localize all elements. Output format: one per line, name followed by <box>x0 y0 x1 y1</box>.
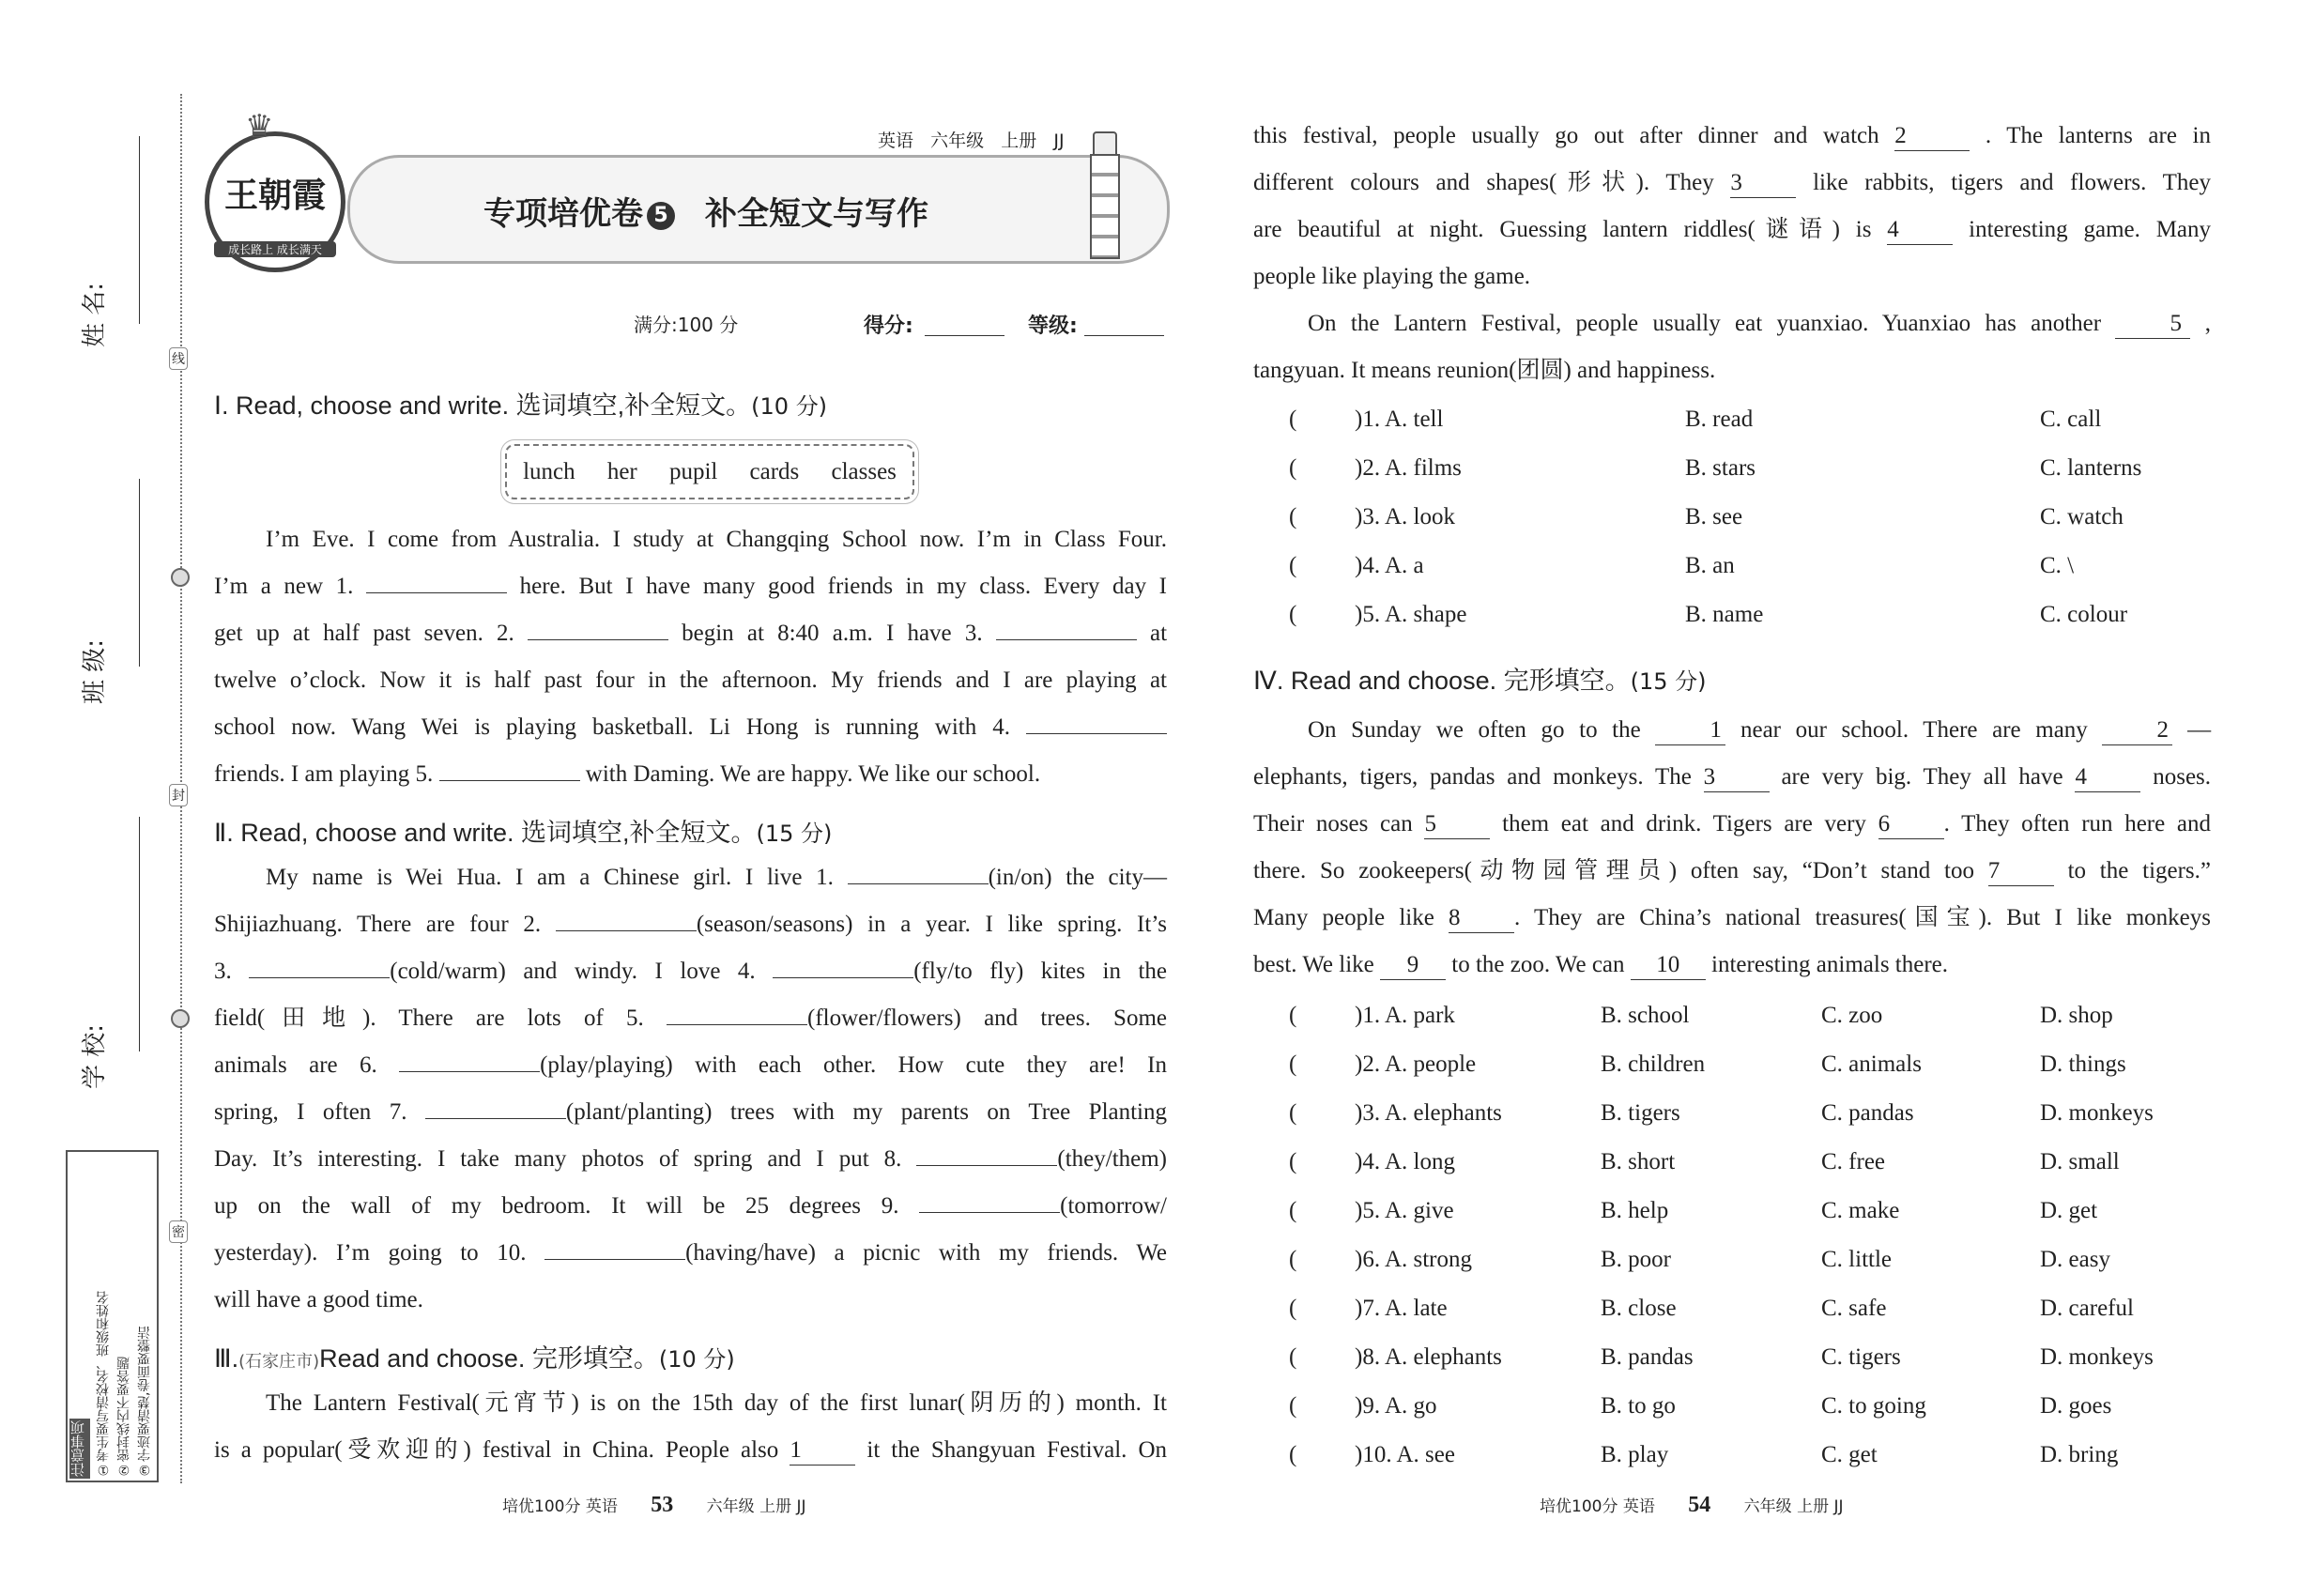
passage-line: up on the wall of my bedroom. It will be 25 degrees 9. (tomorrow/ <box>214 1183 1167 1230</box>
title-main: 补全短文与写作 <box>705 195 928 233</box>
option-c: C. make <box>1821 1198 1900 1223</box>
cloze-blank[interactable]: 5 <box>1424 810 1490 839</box>
passage-line: Shijiazhuang. There are four 2. (season/seasons) in a year. I like spring. It’s <box>214 901 1167 948</box>
section-2-passage <box>214 854 1167 1324</box>
school-field[interactable] <box>139 817 140 1051</box>
passage-line: Day. It’s interesting. I take many photos of spring and I put 8. (they/them) <box>214 1136 1167 1183</box>
logo-text: 王朝霞 <box>223 176 326 215</box>
word-bank-item: cards <box>749 458 800 484</box>
cloze-blank[interactable]: 4 <box>1887 216 1953 245</box>
page-number: 54 <box>1688 1493 1711 1517</box>
answer-blank[interactable] <box>667 996 807 1025</box>
option-b: B. pandas <box>1601 1344 1694 1370</box>
answer-paren[interactable]: ( <box>1289 455 1297 481</box>
question-row <box>1253 1288 2211 1337</box>
notice-1: ①考生要写清校名、班级和姓名 <box>96 1291 111 1477</box>
option-d: D. small <box>2040 1149 2120 1174</box>
logo-sub: 成长路上 成长满天 <box>214 241 336 257</box>
option-c: C. animals <box>1821 1051 1922 1077</box>
option-a: )1. A. park <box>1355 1003 1455 1028</box>
passage-line: 3. (cold/warm) and windy. I love 4. (fly/to fly) kites in the <box>214 948 1167 995</box>
answer-paren[interactable]: ( <box>1289 407 1297 432</box>
section-3-title: Ⅲ.(石家庄市)Read and choose. 完形填空。(10 分) <box>214 1344 735 1373</box>
passage-line: I’m a new 1. here. But I have many good friends in my class. Every day I <box>214 563 1167 610</box>
option-c: C. to going <box>1821 1393 1926 1419</box>
footer-left: 培优100分 英语 53 六年级 上册 JJ <box>502 1493 806 1517</box>
word-bank-item: her <box>606 458 637 484</box>
notice-3: ③字迹要清楚,卷面要整洁 <box>137 1326 152 1477</box>
punch-hole-icon <box>171 568 190 587</box>
question-row <box>1253 1435 2211 1483</box>
section-4-questions <box>1253 995 2211 1483</box>
name-field[interactable] <box>139 136 140 324</box>
option-a: )3. A. elephants <box>1355 1100 1502 1126</box>
question-row <box>1253 448 2211 497</box>
option-b: B. read <box>1685 407 1754 432</box>
cloze-blank[interactable]: 1 <box>790 1436 855 1466</box>
section-4-passage <box>1253 707 2211 989</box>
answer-blank[interactable] <box>425 1090 566 1119</box>
cloze-blank[interactable]: 3 <box>1704 763 1770 792</box>
subject-line <box>878 127 1065 152</box>
answer-blank[interactable] <box>848 855 989 884</box>
answer-paren[interactable]: ( <box>1289 553 1297 578</box>
passage-line: On the Lantern Festival, people usually eat yuanxiao. Yuanxiao has another 5 , <box>1253 300 2211 347</box>
option-b: B. children <box>1601 1051 1706 1077</box>
option-d: D. monkeys <box>2040 1344 2154 1370</box>
option-b: B. see <box>1685 504 1743 529</box>
option-d: D. goes <box>2040 1393 2112 1419</box>
section-4-title: Ⅳ. Read and choose. 完形填空。(15 分) <box>1253 667 1707 695</box>
edition: JJ <box>1053 130 1065 151</box>
cloze-blank[interactable]: 10 <box>1631 951 1706 980</box>
option-b: B. help <box>1601 1198 1669 1223</box>
score-field[interactable] <box>925 335 1004 336</box>
logo-crown-icon: ♛ <box>245 108 274 146</box>
passage-line: animals are 6. (play/playing) with each other. How cute they are! In <box>214 1042 1167 1089</box>
answer-blank[interactable] <box>919 1184 1060 1213</box>
option-c: C. pandas <box>1821 1100 1914 1126</box>
section-3-questions <box>1253 399 2211 643</box>
title-number-badge: 5 <box>647 202 675 230</box>
question-row <box>1253 1190 2211 1239</box>
option-a: )7. A. late <box>1355 1296 1448 1321</box>
option-d: D. careful <box>2040 1296 2134 1321</box>
option-c: C. watch <box>2040 504 2124 529</box>
word-bank-item: pupil <box>668 458 718 484</box>
passage-line: school now. Wang Wei is playing basketball. Li Hong is running with 4. <box>214 704 1167 751</box>
passage-line: are beautiful at night. Guessing lantern riddles(谜语) is 4 interesting game. Many <box>1253 207 2211 253</box>
option-b: B. school <box>1601 1003 1690 1028</box>
passage-line: spring, I often 7. (plant/planting) trees with my parents on Tree Planting <box>214 1089 1167 1136</box>
class-label: 班 级: <box>81 638 109 704</box>
option-a: )10. A. see <box>1355 1442 1455 1467</box>
option-b: B. play <box>1601 1442 1669 1467</box>
answer-paren[interactable]: ( <box>1289 602 1297 627</box>
question-row <box>1253 1386 2211 1435</box>
title-prefix: 专项培优卷 <box>483 195 643 233</box>
option-d: D. monkeys <box>2040 1100 2154 1126</box>
passage-line: there. So zookeepers(动物园管理员) often say, “Don’t stand too 7 to the tigers.” <box>1253 848 2211 895</box>
passage-line: field(田地). There are lots of 5. (flower/flowers) and trees. Some <box>214 995 1167 1042</box>
passage-line: best. We like 9 to the zoo. We can 10 interesting animals there. <box>1253 942 2211 989</box>
passage-line: get up at half past seven. 2. begin at 8:40 a.m. I have 3. at <box>214 610 1167 657</box>
cut-mark: 线 <box>169 347 188 370</box>
section-3-passage-left <box>214 1380 1167 1474</box>
option-c: C. tigers <box>1821 1344 1901 1370</box>
answer-blank[interactable] <box>1026 705 1167 734</box>
name-label: 姓 名: <box>81 282 109 347</box>
option-b: B. stars <box>1685 455 1756 481</box>
option-c: C. call <box>2040 407 2102 432</box>
notice-title: 注意事项 <box>69 1419 90 1479</box>
subject: 英语 <box>878 130 914 151</box>
grade-label: 等级: <box>1028 315 1078 338</box>
answer-blank[interactable] <box>773 949 913 978</box>
question-row <box>1253 1142 2211 1190</box>
question-row <box>1253 545 2211 594</box>
option-c: C. get <box>1821 1442 1878 1467</box>
passage-line: yesterday). I’m going to 10. (having/have) a picnic with my friends. We <box>214 1230 1167 1277</box>
answer-paren[interactable]: ( <box>1289 1100 1297 1126</box>
answer-paren[interactable]: ( <box>1289 504 1297 529</box>
passage-line: will have a good time. <box>214 1287 423 1312</box>
word-bank <box>505 444 914 499</box>
answer-paren[interactable]: ( <box>1289 1149 1297 1174</box>
section-1-title: Ⅰ. Read, choose and write. 选词填空,补全短文。(10 分) <box>214 391 828 420</box>
option-a: )4. A. long <box>1355 1149 1455 1174</box>
section-1-passage <box>214 516 1167 798</box>
question-row <box>1253 1093 2211 1142</box>
answer-blank[interactable] <box>439 752 580 781</box>
word-bank-item: classes <box>831 458 897 484</box>
page-title <box>483 188 928 234</box>
answer-blank[interactable] <box>556 902 697 931</box>
cut-mark: 封 <box>169 784 188 806</box>
notice-2: ②密封线内不要答题 <box>116 1357 131 1477</box>
option-a: )9. A. go <box>1355 1393 1437 1419</box>
binding-margin <box>56 94 188 1502</box>
answer-paren[interactable]: ( <box>1289 1198 1297 1223</box>
option-d: D. bring <box>2040 1442 2119 1467</box>
option-b: B. to go <box>1601 1393 1676 1419</box>
answer-paren[interactable]: ( <box>1289 1393 1297 1419</box>
score-label: 得分: <box>864 315 913 338</box>
answer-paren[interactable]: ( <box>1289 1442 1297 1467</box>
cloze-blank[interactable]: 8 <box>1449 904 1514 933</box>
volume: 上册 <box>1001 130 1037 151</box>
cut-mark: 密 <box>169 1220 188 1243</box>
passage-line: elephants, tigers, pandas and monkeys. The 3 are very big. They all have 4 noses. <box>1253 754 2211 801</box>
option-d: D. get <box>2040 1198 2098 1223</box>
answer-paren[interactable]: ( <box>1289 1296 1297 1321</box>
cloze-blank[interactable]: 6 <box>1878 810 1944 839</box>
answer-blank[interactable] <box>249 949 390 978</box>
option-a: )5. A. give <box>1355 1198 1454 1223</box>
option-a: )4. A. a <box>1355 553 1424 578</box>
passage-line: On Sunday we often go to the 1 near our school. There are many 2 — <box>1253 707 2211 754</box>
answer-blank[interactable] <box>528 611 668 640</box>
punch-hole-icon <box>171 1009 190 1028</box>
option-c: C. colour <box>2040 602 2128 627</box>
option-d: D. shop <box>2040 1003 2113 1028</box>
option-b: B. an <box>1685 553 1735 578</box>
answer-blank[interactable] <box>996 611 1137 640</box>
question-row <box>1253 995 2211 1044</box>
passage-line: is a popular(受欢迎的) festival in China. People also 1 it the Shangyuan Festival. On <box>214 1427 1167 1474</box>
school-label: 学 校: <box>81 1023 109 1089</box>
passage-line: tangyuan. It means reunion(团圆) and happiness. <box>1253 358 1716 383</box>
passage-line: friends. I am playing 5. with Daming. We are happy. We like our school. <box>214 751 1167 798</box>
passage-line: twelve o’clock. Now it is half past four in the afternoon. My friends and I are playing at <box>214 668 1167 693</box>
option-c: C. \ <box>2040 553 2075 578</box>
option-b: B. name <box>1685 602 1764 627</box>
passage-line: I’m Eve. I come from Australia. I study at Changqing School now. I’m in Class Four. <box>266 527 1167 552</box>
passage-line: this festival, people usually go out after dinner and watch 2 . The lanterns are in <box>1253 113 2211 160</box>
passage-line: The Lantern Festival(元宵节) is on the 15th day of the first lunar(阴历的) month. It <box>266 1390 1167 1416</box>
answer-paren[interactable]: ( <box>1289 1003 1297 1028</box>
option-a: )2. A. films <box>1355 455 1462 481</box>
option-b: B. poor <box>1601 1247 1671 1272</box>
cloze-blank[interactable]: 4 <box>2075 763 2140 792</box>
logo-badge <box>205 108 345 272</box>
passage-line: people like playing the game. <box>1253 264 1531 289</box>
option-c: C. free <box>1821 1149 1886 1174</box>
passage-line: different colours and shapes(形状). They 3 like rabbits, tigers and flowers. They <box>1253 160 2211 207</box>
word-bank-item: lunch <box>523 458 575 484</box>
class-field[interactable] <box>139 479 140 667</box>
answer-blank[interactable] <box>366 564 507 593</box>
full-score: 满分:100 分 <box>634 314 739 336</box>
passage-line: Their noses can 5 them eat and drink. Tigers are very 6 . They often run here and <box>1253 801 2211 848</box>
cloze-blank[interactable]: 7 <box>1988 857 2054 886</box>
grade-field[interactable] <box>1084 335 1164 336</box>
question-row <box>1253 1337 2211 1386</box>
option-a: )6. A. strong <box>1355 1247 1472 1272</box>
section-3-passage-right <box>1253 113 2211 394</box>
answer-paren[interactable]: ( <box>1289 1344 1297 1370</box>
option-c: C. zoo <box>1821 1003 1883 1028</box>
question-row <box>1253 399 2211 448</box>
option-c: C. lanterns <box>2040 455 2142 481</box>
answer-paren[interactable]: ( <box>1289 1247 1297 1272</box>
cloze-blank[interactable]: 3 <box>1730 169 1796 198</box>
question-row <box>1253 1044 2211 1093</box>
option-c: C. little <box>1821 1247 1892 1272</box>
option-d: D. things <box>2040 1051 2126 1077</box>
cloze-blank[interactable]: 1 <box>1655 716 1725 745</box>
question-row <box>1253 497 2211 545</box>
option-a: )5. A. shape <box>1355 602 1467 627</box>
section-2-title: Ⅱ. Read, choose and write. 选词填空,补全短文。(15 分) <box>214 819 833 847</box>
question-row <box>1253 1239 2211 1288</box>
cloze-blank[interactable]: 2 <box>2102 716 2172 745</box>
option-a: )1. A. tell <box>1355 407 1444 432</box>
lighthouse-icon <box>1087 131 1119 255</box>
answer-blank[interactable] <box>916 1137 1057 1166</box>
option-b: B. close <box>1601 1296 1677 1321</box>
question-row <box>1253 594 2211 643</box>
notice-box <box>66 1150 159 1482</box>
answer-blank[interactable] <box>399 1043 540 1072</box>
footer-right: 培优100分 英语 54 六年级 上册 JJ <box>1540 1493 1844 1517</box>
passage-line: Many people like 8 . They are China’s national treasures(国宝). But I like monkeys <box>1253 895 2211 942</box>
option-a: )2. A. people <box>1355 1051 1477 1077</box>
answer-paren[interactable]: ( <box>1289 1051 1297 1077</box>
grade: 六年级 <box>930 130 985 151</box>
option-b: B. short <box>1601 1149 1676 1174</box>
option-b: B. tigers <box>1601 1100 1680 1126</box>
option-c: C. safe <box>1821 1296 1887 1321</box>
answer-blank[interactable] <box>544 1231 685 1260</box>
option-a: )3. A. look <box>1355 504 1455 529</box>
passage-line: My name is Wei Hua. I am a Chinese girl. I live 1. (in/on) the city— <box>214 854 1167 901</box>
option-d: D. easy <box>2040 1247 2110 1272</box>
cloze-blank[interactable]: 5 <box>2115 310 2190 339</box>
cloze-blank[interactable]: 9 <box>1380 951 1446 980</box>
cloze-blank[interactable]: 2 <box>1894 122 1970 151</box>
option-a: )8. A. elephants <box>1355 1344 1502 1370</box>
page-number: 53 <box>651 1493 674 1517</box>
